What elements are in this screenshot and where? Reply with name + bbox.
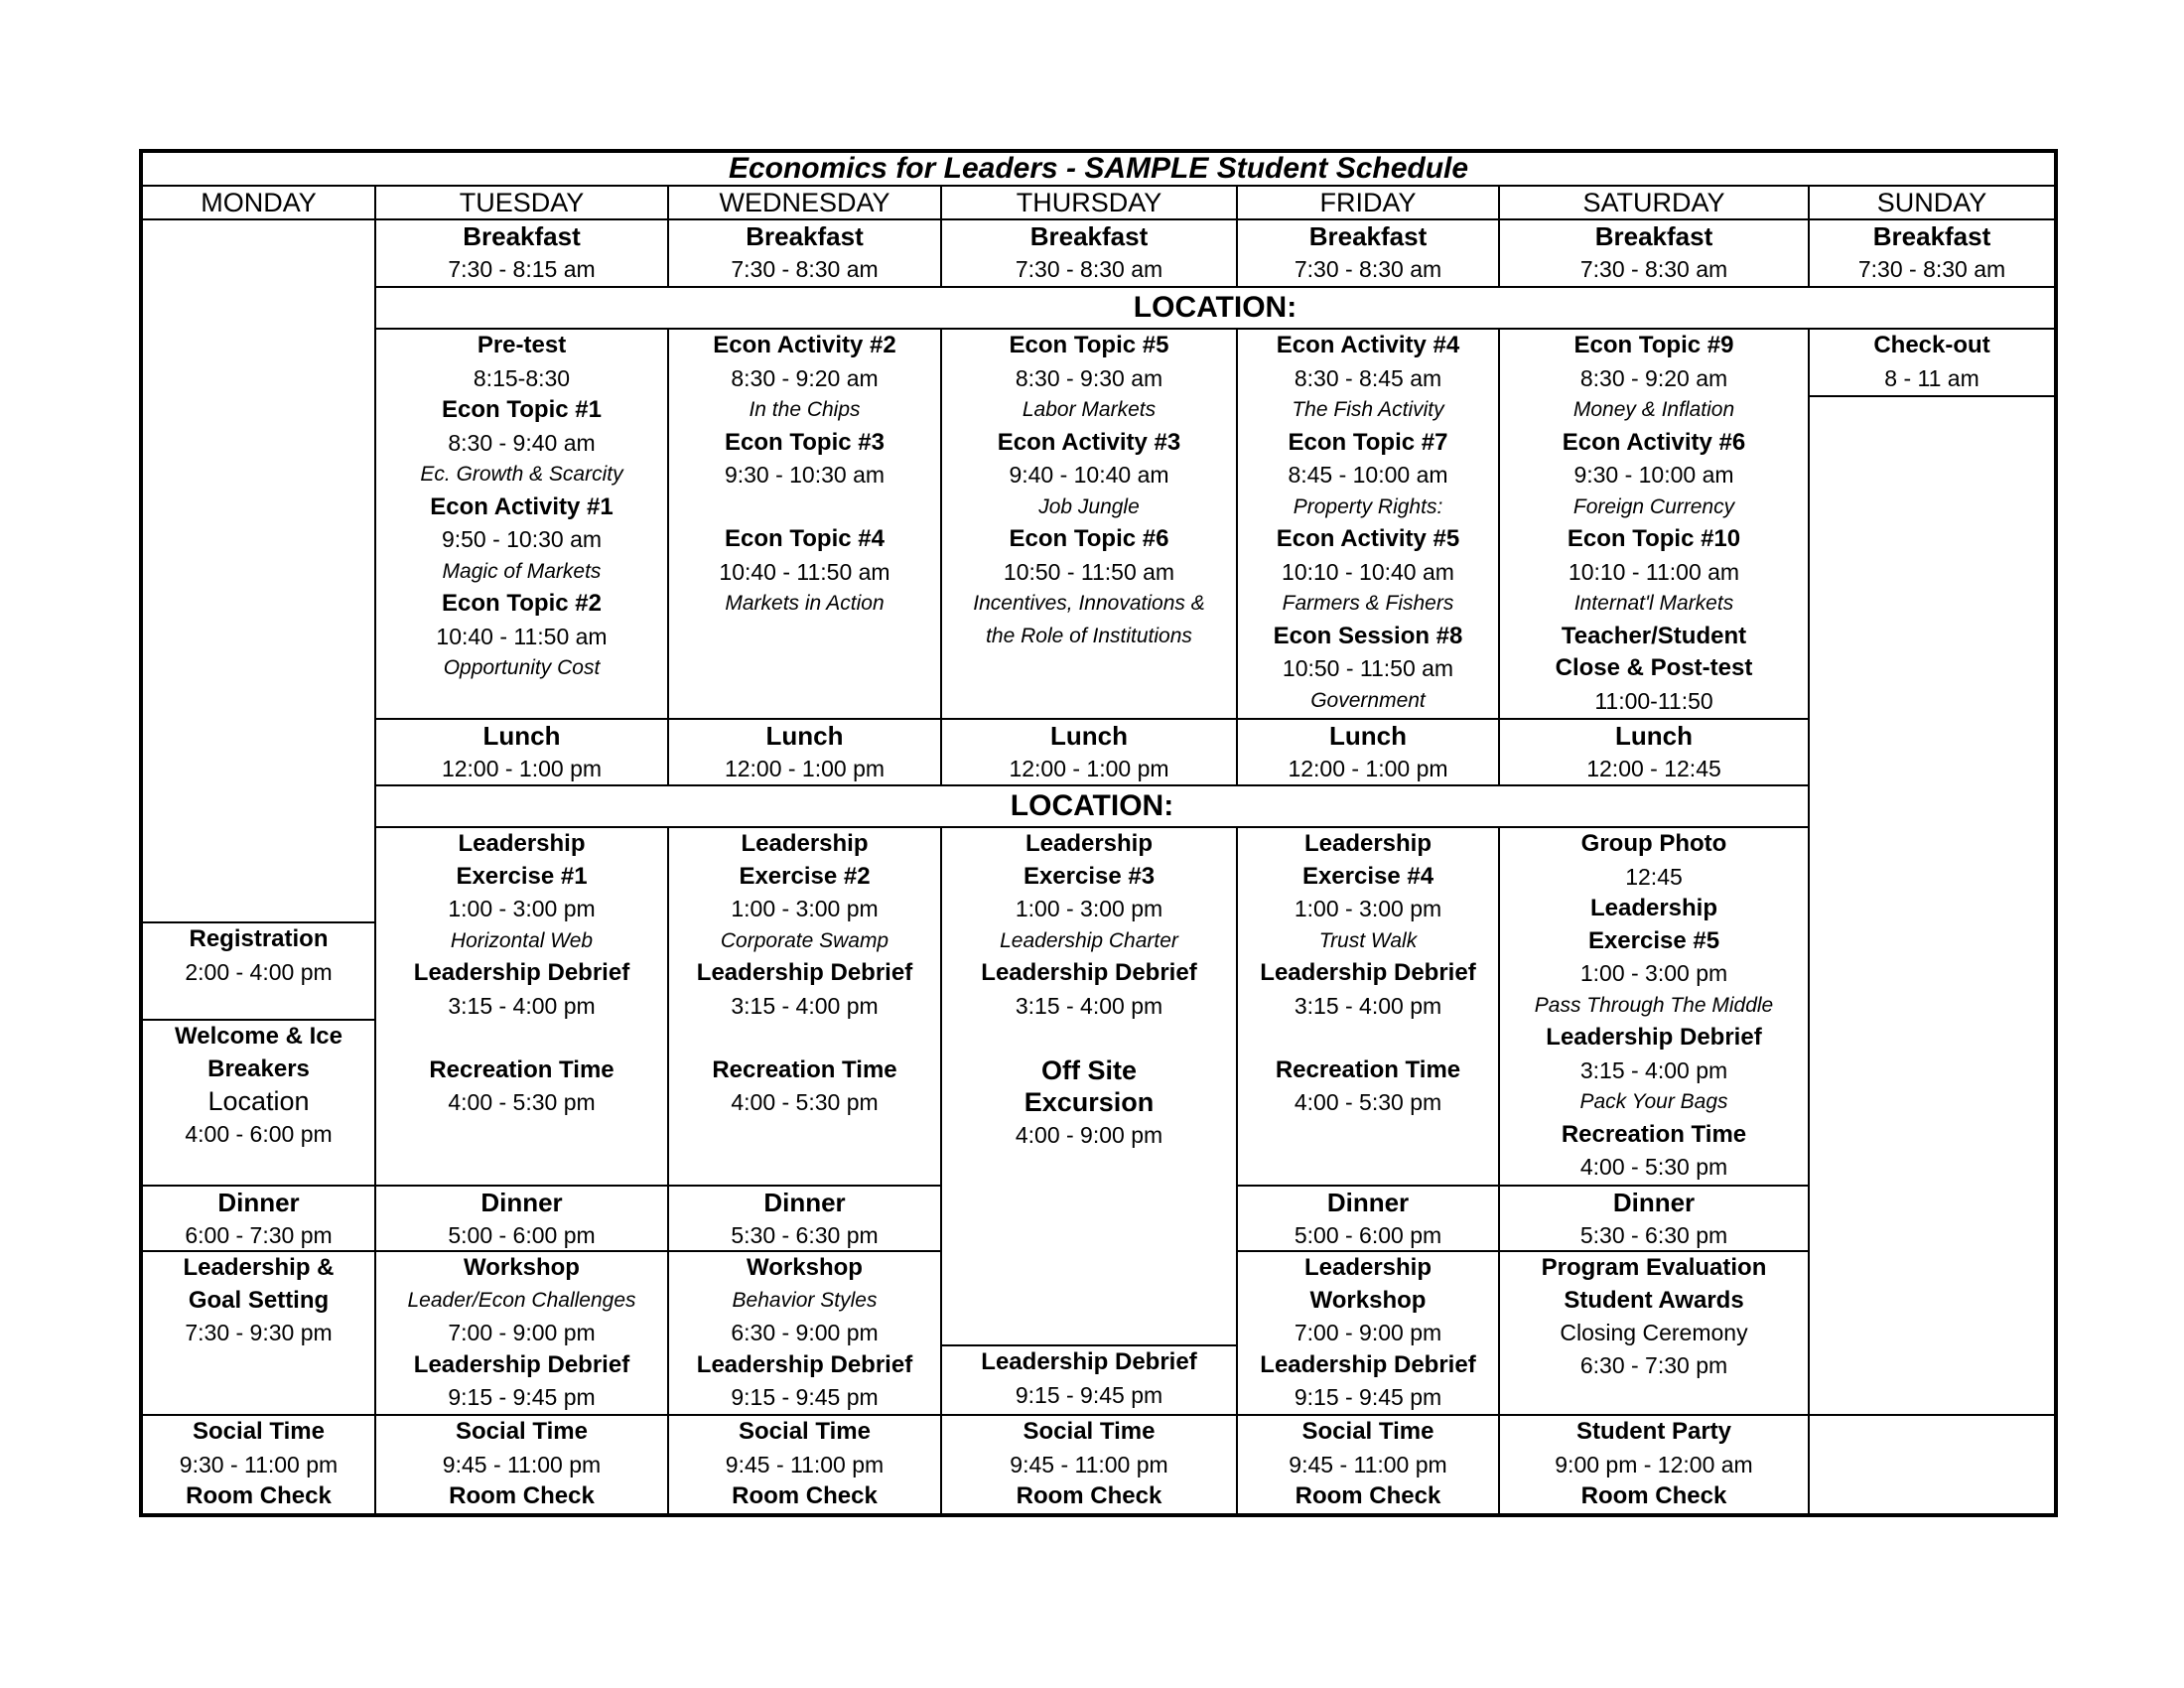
- breakfast-friday: [1237, 219, 1499, 287]
- schedule-line: Program Evaluation: [1541, 1254, 1767, 1282]
- schedule-line: Econ Session #8: [1273, 622, 1463, 649]
- schedule-line: Behavior Styles: [732, 1288, 878, 1312]
- breakfast-row: [141, 219, 2056, 287]
- monday-dinner-evening: [141, 1186, 375, 1415]
- schedule-line: 5:30 - 6:30 pm: [1579, 1221, 1728, 1248]
- thursday-afternoon-block: [942, 828, 1236, 1346]
- friday-dinner-evening: [1237, 1186, 1499, 1415]
- schedule-line: Property Rights:: [1293, 494, 1443, 518]
- schedule-line: 1:00 - 3:00 pm: [731, 896, 879, 922]
- schedule-line: Lunch: [1329, 721, 1407, 752]
- schedule-line: Econ Topic #6: [1009, 525, 1169, 553]
- breakfast-tuesday: [375, 219, 668, 287]
- monday-empty-cell: [141, 219, 375, 827]
- schedule-line: Econ Activity #2: [713, 332, 896, 359]
- schedule-line: Lunch: [1615, 721, 1693, 752]
- monday-welcome: [143, 1021, 374, 1150]
- schedule-line: 9:45 - 11:00 pm: [1010, 1451, 1168, 1477]
- spacer: [1238, 1022, 1498, 1055]
- social-thursday: [941, 1415, 1237, 1515]
- schedule-line: Room Check: [186, 1482, 332, 1510]
- schedule-line: 12:00 - 1:00 pm: [1009, 755, 1169, 781]
- morning-wednesday: [668, 329, 941, 719]
- schedule-line: Leadership Debrief: [981, 959, 1197, 987]
- location-label-morning: LOCATION:: [375, 287, 2056, 329]
- schedule-line: Breakfast: [1308, 221, 1428, 252]
- schedule-line: Leadership: [458, 830, 586, 858]
- schedule-line: Leadership Debrief: [413, 959, 630, 987]
- schedule-line: Breakfast: [463, 221, 581, 252]
- schedule-line: 5:00 - 6:00 pm: [448, 1221, 596, 1248]
- schedule-line: Workshop: [464, 1254, 580, 1282]
- schedule-line: Dinner: [480, 1188, 563, 1218]
- schedule-line: 10:50 - 11:50 am: [1282, 655, 1454, 682]
- schedule-line: Closing Ceremony: [1560, 1320, 1748, 1346]
- schedule-line: Leadership Debrief: [981, 1348, 1197, 1376]
- schedule-line: 8:45 - 10:00 am: [1288, 462, 1448, 489]
- social-tuesday: [375, 1415, 668, 1515]
- schedule-line: Location: [207, 1086, 310, 1117]
- schedule-line: Social Time: [739, 1418, 871, 1446]
- schedule-line: 7:00 - 9:00 pm: [1294, 1320, 1442, 1346]
- day-sunday: SUNDAY: [1809, 186, 2056, 219]
- schedule-line: Labor Markets: [1022, 398, 1157, 422]
- schedule-line: Econ Activity #4: [1276, 332, 1460, 359]
- schedule-line: 7:30 - 9:30 pm: [185, 1320, 333, 1346]
- schedule-line: 9:15 - 9:45 pm: [1015, 1381, 1163, 1408]
- schedule-line: Recreation Time: [1561, 1120, 1747, 1148]
- saturday-dinner-evening: [1499, 1186, 1809, 1415]
- schedule-line: Teacher/Student: [1561, 622, 1747, 649]
- schedule-line: Farmers & Fishers: [1282, 592, 1454, 616]
- schedule-line: Lunch: [482, 721, 561, 752]
- schedule-line: Money & Inflation: [1572, 398, 1735, 422]
- location-row-morning: [141, 287, 2056, 329]
- schedule-line: 9:00 pm - 12:00 am: [1555, 1451, 1753, 1477]
- schedule-line: 9:15 - 9:45 pm: [1294, 1384, 1442, 1411]
- schedule-line: Room Check: [732, 1482, 878, 1510]
- social-monday: [141, 1415, 375, 1515]
- schedule-line: Exercise #5: [1587, 926, 1720, 954]
- day-header-row: [141, 186, 2056, 219]
- schedule-line: 2:00 - 4:00 pm: [185, 958, 333, 985]
- schedule-line: Leadership &: [183, 1254, 335, 1282]
- schedule-line: 7:30 - 8:30 am: [1294, 255, 1442, 282]
- schedule-line: 9:15 - 9:45 pm: [448, 1384, 596, 1411]
- schedule-line: Leadership: [1024, 830, 1154, 858]
- schedule-line: Group Photo: [1580, 830, 1727, 858]
- schedule-line: 4:00 - 5:30 pm: [1294, 1089, 1442, 1116]
- schedule-line: 12:00 - 1:00 pm: [441, 755, 603, 781]
- schedule-line: Leadership Debrief: [1260, 959, 1476, 987]
- schedule-line: 11:00-11:50: [1594, 687, 1713, 714]
- schedule-line: 4:00 - 5:30 pm: [1579, 1154, 1728, 1181]
- schedule-line: 9:30 - 11:00 pm: [179, 1451, 339, 1477]
- schedule-line: Leadership Debrief: [1260, 1350, 1476, 1378]
- lunch-thursday: [941, 719, 1237, 785]
- schedule-line: Econ Topic #2: [442, 590, 602, 618]
- schedule-line: Social Time: [1023, 1418, 1156, 1446]
- monday-dinner: [143, 1187, 374, 1252]
- schedule-line: Dinner: [763, 1188, 846, 1218]
- schedule-line: Government: [1310, 688, 1426, 712]
- schedule-line: Internat'l Markets: [1573, 592, 1734, 616]
- spacer: [376, 1022, 667, 1055]
- day-saturday: SATURDAY: [1499, 186, 1809, 219]
- tuesday-evening: [376, 1252, 667, 1414]
- schedule-line: Recreation Time: [1275, 1055, 1461, 1083]
- day-monday: MONDAY: [141, 186, 375, 219]
- morning-friday: [1237, 329, 1499, 719]
- schedule-line: 1:00 - 3:00 pm: [448, 896, 596, 922]
- schedule-line: Recreation Time: [712, 1055, 897, 1083]
- schedule-line: Foreign Currency: [1572, 494, 1735, 518]
- schedule-line: 7:30 - 8:30 am: [1015, 255, 1163, 282]
- schedule-line: Job Jungle: [1038, 494, 1140, 518]
- schedule-line: Breakfast: [746, 221, 864, 252]
- schedule-line: Off Site: [1040, 1055, 1137, 1085]
- schedule-line: 9:45 - 11:00 pm: [442, 1451, 602, 1477]
- schedule-line: 3:15 - 4:00 pm: [1015, 992, 1163, 1019]
- schedule-line: Leadership Charter: [1000, 928, 1178, 952]
- schedule-line: Leader/Econ Challenges: [407, 1288, 636, 1312]
- day-tuesday: TUESDAY: [375, 186, 668, 219]
- schedule-line: Leadership Debrief: [1546, 1024, 1762, 1052]
- schedule-line: Econ Activity #3: [997, 428, 1181, 456]
- schedule-line: Pre-test: [477, 332, 567, 359]
- sunday-checkout-column: [1809, 329, 2056, 1415]
- afternoon-tuesday: [375, 827, 668, 1186]
- schedule-line: Leadership Debrief: [696, 1350, 913, 1378]
- schedule-line: Breakers: [207, 1055, 310, 1082]
- schedule-line: Goal Setting: [188, 1286, 330, 1314]
- breakfast-saturday: [1499, 219, 1809, 287]
- schedule-line: 1:00 - 3:00 pm: [1015, 896, 1163, 922]
- social-friday: [1237, 1415, 1499, 1515]
- schedule-line: 7:30 - 8:30 am: [1857, 255, 2006, 282]
- schedule-line: Close & Post-test: [1555, 654, 1753, 682]
- afternoon-row: [141, 827, 2056, 1186]
- schedule-line: Econ Topic #7: [1288, 428, 1448, 456]
- friday-dinner: [1238, 1187, 1498, 1252]
- schedule-line: Student Party: [1575, 1418, 1732, 1446]
- schedule-line: 6:30 - 7:30 pm: [1579, 1351, 1728, 1378]
- sunday-checkout: [1810, 330, 2054, 397]
- afternoon-saturday: [1499, 827, 1809, 1186]
- schedule-line: Recreation Time: [429, 1055, 614, 1083]
- schedule-line: Welcome & Ice: [175, 1023, 342, 1051]
- schedule-line: Excursion: [1024, 1087, 1155, 1118]
- lunch-wednesday: [668, 719, 941, 785]
- schedule-line: Econ Topic #1: [442, 396, 602, 424]
- schedule-line: Leadership: [1589, 895, 1718, 922]
- tuesday-dinner: [376, 1187, 667, 1252]
- wednesday-dinner-evening: [668, 1186, 941, 1415]
- morning-row: [141, 329, 2056, 719]
- saturday-dinner: [1500, 1187, 1808, 1252]
- schedule-line: Dinner: [1326, 1188, 1410, 1218]
- schedule-line: 4:00 - 5:30 pm: [731, 1089, 879, 1116]
- schedule-line: Room Check: [1016, 1482, 1162, 1510]
- wednesday-dinner: [669, 1187, 940, 1252]
- schedule-line: 10:10 - 11:00 am: [1568, 558, 1740, 585]
- lunch-friday: [1237, 719, 1499, 785]
- schedule-line: Econ Topic #10: [1567, 525, 1741, 553]
- schedule-line: 12:00 - 12:45: [1586, 755, 1721, 781]
- schedule-line: 8:30 - 8:45 am: [1294, 364, 1442, 391]
- schedule-line: Room Check: [1580, 1482, 1727, 1510]
- schedule-line: 1:00 - 3:00 pm: [1294, 896, 1442, 922]
- monday-afternoon: [141, 827, 375, 1186]
- monday-evening: [143, 1252, 374, 1349]
- schedule-line: Pack Your Bags: [1579, 1090, 1728, 1114]
- schedule-line: 5:30 - 6:30 pm: [731, 1221, 879, 1248]
- schedule-line: 9:30 - 10:30 am: [724, 462, 886, 489]
- friday-evening: [1238, 1252, 1498, 1414]
- afternoon-friday: [1237, 827, 1499, 1186]
- schedule-line: 10:10 - 10:40 am: [1282, 558, 1454, 585]
- schedule-line: 8:30 - 9:30 am: [1015, 364, 1163, 391]
- schedule-line: Lunch: [1050, 721, 1128, 752]
- schedule-line: Leadership: [741, 830, 869, 858]
- schedule-line: 8:30 - 9:20 am: [731, 364, 879, 391]
- social-wednesday: [668, 1415, 941, 1515]
- schedule-line: 1:00 - 3:00 pm: [1579, 960, 1728, 987]
- day-friday: FRIDAY: [1237, 186, 1499, 219]
- day-wednesday: WEDNESDAY: [668, 186, 941, 219]
- lunch-saturday: [1499, 719, 1809, 785]
- schedule-line: Econ Topic #4: [725, 525, 885, 553]
- lunch-row: [141, 719, 2056, 785]
- schedule-line: 9:45 - 11:00 pm: [1289, 1451, 1447, 1477]
- schedule-line: Workshop: [1309, 1286, 1427, 1314]
- schedule-line: Horizontal Web: [450, 928, 594, 952]
- schedule-line: 9:40 - 10:40 am: [1009, 462, 1169, 489]
- morning-tuesday: [375, 329, 668, 719]
- schedule-line: Incentives, Innovations &: [973, 592, 1205, 616]
- schedule-title: Economics for Leaders - SAMPLE Student Schedule: [141, 151, 2056, 186]
- schedule-line: Check-out: [1873, 332, 1990, 359]
- spacer: [669, 492, 940, 524]
- schedule-line: Econ Topic #5: [1009, 332, 1169, 359]
- schedule-line: Econ Activity #1: [430, 492, 614, 520]
- schedule-line: 8:15-8:30: [473, 364, 571, 391]
- schedule-line: 3:15 - 4:00 pm: [1579, 1056, 1728, 1083]
- breakfast-thursday: [941, 219, 1237, 287]
- schedule-line: Exercise #4: [1301, 862, 1434, 890]
- schedule-line: Breakfast: [1029, 221, 1149, 252]
- schedule-line: Dinner: [1612, 1188, 1696, 1218]
- schedule-line: 7:30 - 8:30 am: [731, 255, 879, 282]
- afternoon-thursday: [941, 827, 1237, 1415]
- schedule-line: 7:30 - 8:30 am: [1579, 255, 1728, 282]
- schedule-line: Corporate Swamp: [720, 928, 889, 952]
- monday-registration: [143, 923, 374, 1021]
- schedule-line: Pass Through The Middle: [1534, 993, 1774, 1017]
- schedule-line: Econ Topic #3: [725, 428, 885, 456]
- schedule-line: 8:30 - 9:40 am: [448, 429, 596, 456]
- breakfast-wednesday: [668, 219, 941, 287]
- schedule-line: Opportunity Cost: [443, 656, 601, 680]
- spacer: [669, 1022, 940, 1055]
- schedule-line: 7:30 - 8:15 am: [448, 255, 596, 282]
- schedule-line: Econ Activity #6: [1562, 428, 1746, 456]
- schedule-line: Room Check: [449, 1482, 595, 1510]
- schedule-line: Ec. Growth & Scarcity: [420, 463, 623, 487]
- schedule-line: 3:15 - 4:00 pm: [448, 992, 596, 1019]
- schedule-line: 6:00 - 7:30 pm: [185, 1221, 333, 1248]
- spacer: [942, 1022, 1236, 1055]
- social-saturday: [1499, 1415, 1809, 1515]
- schedule-line: Magic of Markets: [442, 559, 602, 583]
- schedule-line: Breakfast: [1594, 221, 1713, 252]
- schedule-line: 12:45: [1625, 863, 1683, 890]
- schedule-line: Lunch: [765, 721, 844, 752]
- schedule-line: 8:30 - 9:20 am: [1579, 364, 1728, 391]
- schedule-line: Econ Activity #5: [1276, 525, 1460, 553]
- schedule-table: [139, 149, 2058, 1517]
- lunch-tuesday: [375, 719, 668, 785]
- schedule-line: Breakfast: [1872, 221, 1991, 252]
- schedule-line: 12:00 - 1:00 pm: [724, 755, 886, 781]
- schedule-line: 5:00 - 6:00 pm: [1294, 1221, 1442, 1248]
- social-row: [141, 1415, 2056, 1515]
- schedule-line: Dinner: [217, 1188, 300, 1218]
- schedule-line: 3:15 - 4:00 pm: [731, 992, 879, 1019]
- schedule-line: 4:00 - 5:30 pm: [448, 1089, 596, 1116]
- schedule-line: Leadership Debrief: [413, 1350, 630, 1378]
- morning-saturday: [1499, 329, 1809, 719]
- location-label-afternoon: LOCATION:: [375, 785, 1809, 827]
- schedule-line: Student Awards: [1564, 1286, 1744, 1314]
- breakfast-sunday: [1809, 219, 2056, 287]
- schedule-line: 9:45 - 11:00 pm: [725, 1451, 885, 1477]
- saturday-evening: [1500, 1252, 1808, 1381]
- schedule-line: Registration: [189, 925, 329, 953]
- tuesday-dinner-evening: [375, 1186, 668, 1415]
- schedule-line: 3:15 - 4:00 pm: [1294, 992, 1442, 1019]
- schedule-line: 10:40 - 11:50 am: [719, 558, 890, 585]
- schedule-line: Workshop: [747, 1254, 863, 1282]
- schedule-line: 4:00 - 9:00 pm: [1015, 1121, 1163, 1148]
- schedule-line: 7:00 - 9:00 pm: [448, 1320, 596, 1346]
- schedule-line: 10:50 - 11:50 am: [1003, 558, 1175, 585]
- schedule-line: 6:30 - 9:00 pm: [731, 1320, 879, 1346]
- schedule-line: Social Time: [1301, 1418, 1434, 1446]
- schedule-line: Exercise #3: [1023, 862, 1156, 890]
- schedule-line: Exercise #2: [739, 862, 871, 890]
- schedule-line: Econ Topic #9: [1573, 332, 1734, 359]
- schedule-line: The Fish Activity: [1292, 398, 1444, 422]
- location-row-afternoon: [141, 785, 2056, 827]
- afternoon-wednesday: [668, 827, 941, 1186]
- schedule-line: In the Chips: [749, 398, 861, 422]
- schedule-line: 10:40 - 11:50 am: [436, 623, 608, 649]
- monday-afternoon-empty: [143, 827, 374, 923]
- schedule-line: Markets in Action: [725, 592, 885, 616]
- schedule-line: 9:50 - 10:30 am: [441, 526, 603, 553]
- schedule-line: the Role of Institutions: [986, 624, 1192, 647]
- schedule-line: Leadership Debrief: [696, 959, 913, 987]
- day-thursday: THURSDAY: [941, 186, 1237, 219]
- schedule-line: Leadership: [1303, 830, 1433, 858]
- schedule-line: 12:00 - 1:00 pm: [1288, 755, 1448, 781]
- schedule-line: Leadership: [1303, 1254, 1433, 1282]
- schedule-line: 9:30 - 10:00 am: [1573, 462, 1734, 489]
- schedule-line: Social Time: [193, 1418, 325, 1446]
- schedule-line: 8 - 11 am: [1884, 364, 1979, 391]
- schedule-line: 4:00 - 6:00 pm: [185, 1120, 333, 1147]
- schedule-line: Room Check: [1295, 1482, 1441, 1510]
- schedule-line: Exercise #1: [456, 862, 588, 890]
- schedule-line: Social Time: [456, 1418, 588, 1446]
- thursday-evening-debrief: [942, 1346, 1236, 1411]
- schedule-line: 9:15 - 9:45 pm: [731, 1384, 879, 1411]
- morning-thursday: [941, 329, 1237, 719]
- schedule-line: Trust Walk: [1318, 928, 1418, 952]
- wednesday-evening: [669, 1252, 940, 1414]
